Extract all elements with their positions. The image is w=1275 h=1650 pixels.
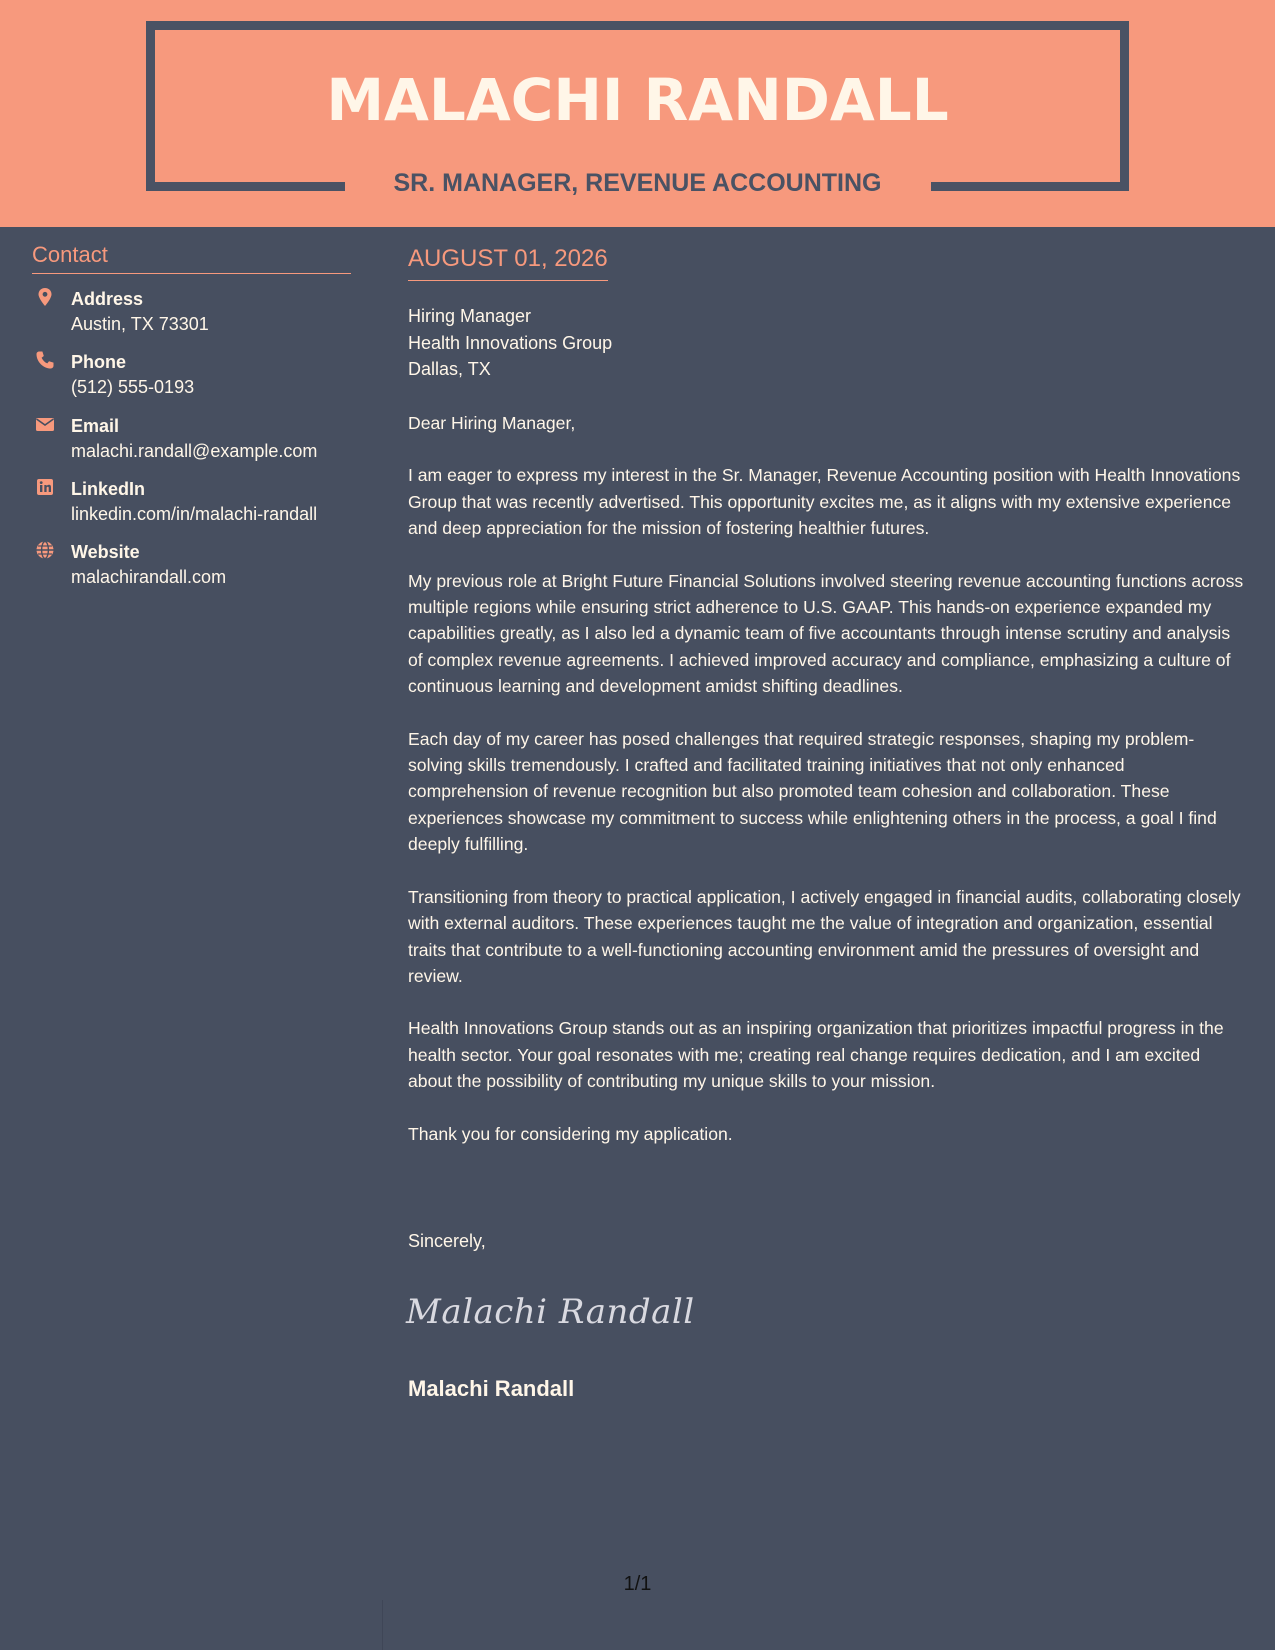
- contact-value[interactable]: linkedin.com/in/malachi-randall: [71, 504, 318, 524]
- contact-label: LinkedIn: [71, 479, 146, 499]
- header-frame-top: [146, 21, 1129, 30]
- letter-paragraph: My previous role at Bright Future Financial Solutions involved steering revenue accounting functions across multiple regions while ensuring strict adherence to U.S. GAAP. This hands-on experience expanded my capabilities greatly, as I also led a dynamic team of five accountants through intense scrutiny and analysis of complex revenue agreements. I achieved improved accuracy and compliance, emphasizing a culture of continuous learning and development amidst shifting deadlines.: [408, 570, 1244, 697]
- globe-icon: [34, 539, 56, 561]
- letter-paragraph: Health Innovations Group stands out as an inspiring organization that prioritizes impactful progress in the health sector. Your goal resonates with me; creating real change requires dedication, and I am excited about the possibility of contributing my unique skills to your mission.: [408, 1018, 1224, 1092]
- handwritten-signature: Malachi Randall: [406, 1292, 695, 1332]
- contact-label: Email: [71, 416, 120, 436]
- contact-label: Website: [71, 542, 140, 562]
- contact-value: Austin, TX 73301: [71, 314, 209, 334]
- header-banner: [0, 0, 1275, 227]
- page-number: 1/1: [623, 1573, 652, 1595]
- letter-paragraph: I am eager to express my interest in the Sr. Manager, Revenue Accounting position with Health Innovations Group that was recently advertised. This opportunity excites me, as it aligns with my extensive experience and deep appreciation for the mission of fostering healthier futures.: [408, 465, 1241, 539]
- phone-icon: [34, 349, 56, 371]
- contact-label: Address: [71, 289, 144, 309]
- location-pin-icon: [34, 286, 56, 308]
- closing: Sincerely,: [408, 1231, 486, 1251]
- letter-date: AUGUST 01, 2026: [408, 244, 608, 281]
- recipient-line: Dallas, TX: [408, 359, 491, 379]
- letter-paragraph: Thank you for considering my application.: [408, 1123, 733, 1144]
- signed-name: Malachi Randall: [408, 1376, 575, 1401]
- contact-value[interactable]: malachirandall.com: [71, 567, 227, 587]
- contact-value[interactable]: malachi.randall@example.com: [71, 441, 318, 461]
- job-title: SR. MANAGER, REVENUE ACCOUNTING: [393, 169, 882, 197]
- letter-body: [408, 410, 1248, 1173]
- column-divider: [382, 1600, 383, 1650]
- linkedin-icon: [34, 476, 56, 498]
- letter-paragraph: Each day of my career has posed challenges that required strategic responses, shaping my problem-solving skills tremendously. I crafted and facilitated training initiatives that not only enhanced comprehension of revenue recognition but also promoted team cohesion and collaboration. These experiences showcase my commitment to success while enlightening others in the process, a goal I find deeply fulfilling.: [408, 728, 1217, 855]
- recipient-block: [408, 303, 612, 383]
- contact-value: (512) 555-0193: [71, 377, 195, 397]
- salutation: Dear Hiring Manager,: [408, 413, 576, 433]
- contact-heading: Contact: [32, 241, 351, 274]
- recipient-line: Hiring Manager: [408, 306, 532, 326]
- recipient-line: Health Innovations Group: [408, 332, 613, 353]
- envelope-icon: [34, 413, 56, 435]
- contact-label: Phone: [71, 352, 127, 372]
- applicant-name: MALACHI RANDALL: [326, 66, 949, 134]
- letter-paragraph: Transitioning from theory to practical application, I actively engaged in financial audits, collaborating closely with external auditors. These experiences taught me the value of integration and organization, essential traits that contribute to a well-functioning accounting environment amid the pressures of oversight and review.: [408, 886, 1241, 986]
